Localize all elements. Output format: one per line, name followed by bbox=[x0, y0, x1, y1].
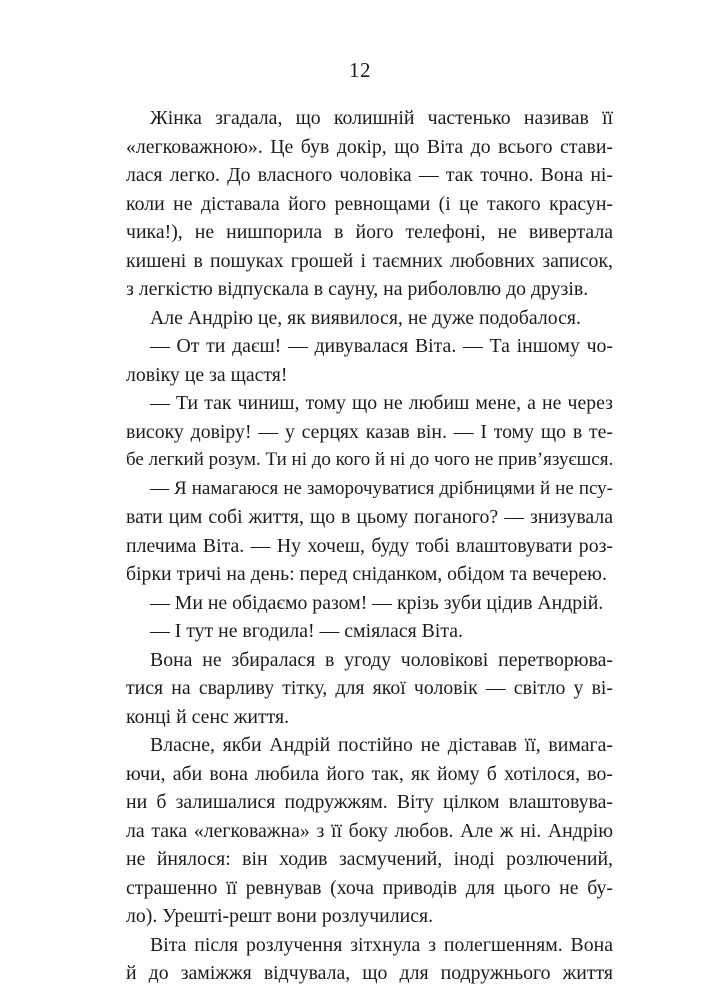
page-text bbox=[126, 104, 613, 988]
text-line: тися на сварливу тітку, для якої чоловік — світло у ві- bbox=[126, 677, 613, 699]
text-line: ла така «легковажна» з її боку любов. Але ж ні. Андрію bbox=[126, 819, 613, 842]
text-line: — Ти так чиниш, тому що не любиш мене, а не через bbox=[150, 392, 613, 414]
text-line: Віта після розлучення зітхнула з полегшенням. Вона bbox=[150, 933, 613, 956]
text-line: ни б залишалися подружжям. Віту цілком влаштовува- bbox=[126, 791, 613, 813]
text-line: чика!), не нишпорила в його телефоні, не вивертала bbox=[126, 221, 613, 243]
paragraph bbox=[126, 389, 613, 475]
text-line: високу довіру! — у серцях казав він. — І тому що в те- bbox=[126, 420, 613, 443]
text-line: Жінка згадала, що колишній частенько називав її bbox=[150, 107, 613, 129]
paragraph bbox=[126, 475, 613, 589]
text-line: коли не діставала його ревнощами (і це такого красун- bbox=[126, 192, 613, 215]
text-line: страшенно її ревнував (хоча приводів для цього не бу- bbox=[126, 876, 613, 899]
text-line: — Я намагаюся не заморочуватися дрібницями й не псу- bbox=[150, 477, 613, 499]
text-line: вати цим собі життя, що в цьому поганого? — знизувала bbox=[126, 506, 613, 528]
text-line: «легковажною». Це був докір, що Віта до всього стави- bbox=[126, 135, 613, 158]
text-line: — І тут не вгодила! — сміялася Віта. bbox=[150, 620, 463, 642]
text-line: й до заміжжя відчувала, що для подружнього життя bbox=[126, 962, 613, 984]
text-line: плечима Віта. — Ну хочеш, буду тобі влаштовувати роз- bbox=[126, 534, 613, 557]
text-line: з легкістю відпускала в сауну, на риболовлю до друзів. bbox=[126, 278, 589, 300]
text-line: ючи, аби вона любила його так, як йому б хотілося, во- bbox=[126, 762, 613, 785]
paragraph bbox=[126, 646, 613, 732]
paragraph bbox=[126, 617, 613, 646]
paragraph bbox=[126, 931, 613, 988]
paragraph bbox=[126, 332, 613, 389]
text-line: Але Андрію це, як виявилося, не дуже подобалося. bbox=[150, 306, 581, 329]
page-number: 12 bbox=[349, 58, 371, 82]
text-line: Вона не збиралася в угоду чоловікові перетворюва- bbox=[150, 648, 613, 671]
text-line: конці й сенс життя. bbox=[126, 705, 290, 728]
paragraph bbox=[126, 304, 613, 333]
text-line: бе легкий розум. Ти ні до кого й ні до чого не прив’язуєшся. bbox=[126, 449, 614, 470]
paragraph bbox=[126, 731, 613, 931]
text-line: не йнялося: він ходив засмучений, іноді розлючений, bbox=[126, 848, 613, 870]
text-line: бірки тричі на день: перед сніданком, обідом та вечерею. bbox=[126, 563, 607, 585]
text-line: ло). Урешті-решт вони розлучилися. bbox=[126, 905, 434, 927]
text-line: лася легко. До власного чоловіка — так точно. Вона ні- bbox=[126, 164, 613, 186]
text-line: кишені в пошуках грошей і таємних любовних записок, bbox=[126, 249, 613, 272]
paragraph bbox=[126, 589, 613, 618]
text-line: — От ти даєш! — дивувалася Віта. — Та іншому чо- bbox=[150, 335, 613, 357]
text-line: — Ми не обідаємо разом! — крізь зуби цідив Андрій. bbox=[150, 591, 604, 614]
text-line: ловіку це за щастя! bbox=[126, 363, 288, 386]
text-line: Власне, якби Андрій постійно не діставав її, вимага- bbox=[150, 734, 613, 756]
paragraph bbox=[126, 104, 613, 304]
